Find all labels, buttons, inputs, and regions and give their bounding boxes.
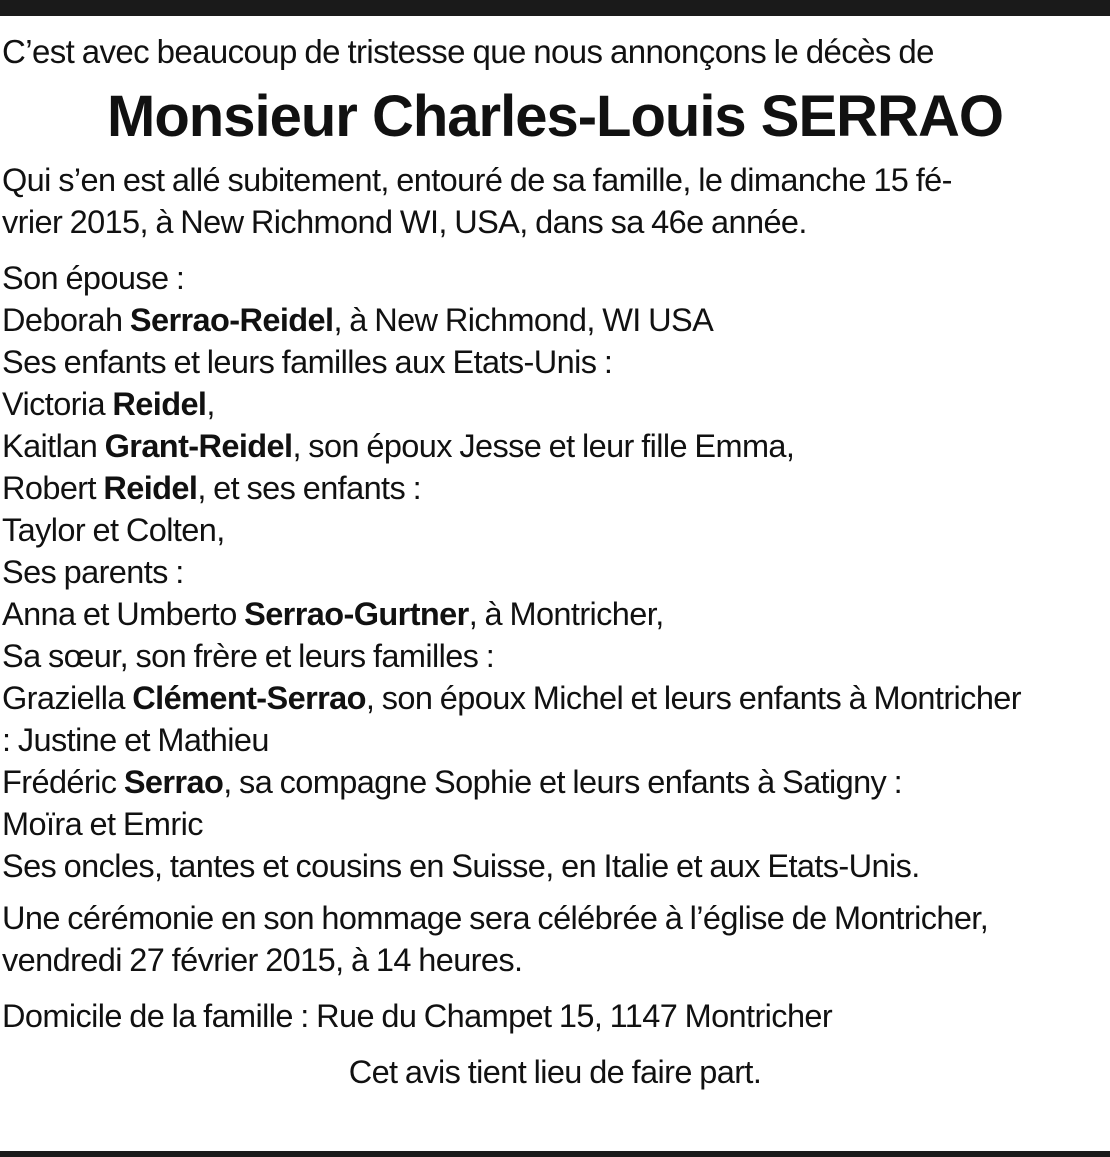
extended-family-entry: Ses oncles, tantes et cousins en Suisse, en Italie et aux Etats-Unis. [2,848,920,884]
child-detail: , son époux Jesse et leur fille Emma, [292,428,795,464]
child-last-name: Grant-Reidel [104,428,293,464]
child-first-name: Kaitlan [2,428,105,464]
child-entry-2 [2,425,1108,467]
child-first-name: Robert [2,470,104,506]
grandchildren-entry: Taylor et Colten, [2,512,225,548]
sister-children-entry: : Justine et Mathieu [2,722,269,758]
death-notice [2,30,1108,1093]
parents-heading: Ses parents : [2,554,184,590]
ceremony-line-2: vendredi 27 février 2015, à 14 heures. [2,942,523,978]
child-last-name: Reidel [103,470,198,506]
parents-last-name: Serrao-Gurtner [244,596,469,632]
death-line-2: vrier 2015, à New Richmond WI, USA, dans sa 46e année. [2,204,807,240]
bottom-rule [0,1151,1110,1157]
sister-detail: , son époux Michel et leurs enfants à Montricher [365,680,1021,716]
ceremony-paragraph [2,897,1108,981]
death-paragraph [2,159,1108,243]
spouse-first-name: Deborah [2,302,130,338]
brother-detail: , sa compagne Sophie et leurs enfants à Satigny : [223,764,903,800]
parents-detail: , à Montricher, [468,596,664,632]
top-rule [0,0,1110,16]
family-list [2,257,1108,887]
brother-last-name: Serrao [123,764,224,800]
parents-first-names: Anna et Umberto [2,596,245,632]
spouse-last-name: Serrao-Reidel [129,302,334,338]
spouse-entry [2,299,1108,341]
closing-line: Cet avis tient lieu de faire part. [348,1054,762,1090]
sister-last-name: Clément-Serrao [132,680,366,716]
deceased-name: Monsieur Charles-Louis SERRAO [107,84,1003,149]
intro-text: C’est avec beaucoup de tristesse que nous annonçons le décès de [2,33,934,70]
spouse-heading: Son épouse : [2,260,185,296]
siblings-heading: Sa sœur, son frère et leurs familles : [2,638,495,674]
domicile-line: Domicile de la famille : Rue du Champet 15, 1147 Montricher [2,998,833,1034]
brother-first-name: Frédéric [2,764,124,800]
child-detail: , et ses enfants : [197,470,421,506]
brother-entry [2,761,1108,803]
child-first-name: Victoria [2,386,113,422]
spouse-detail: , à New Richmond, WI USA [333,302,714,338]
parents-entry [2,593,1108,635]
child-detail: , [206,386,215,422]
child-entry-3 [2,467,1108,509]
ceremony-line-1: Une cérémonie en son hommage sera célébrée à l’église de Montricher, [2,900,989,936]
sister-first-name: Graziella [2,680,133,716]
child-entry-1 [2,383,1108,425]
sister-entry [2,677,1108,719]
domicile-paragraph [2,995,1108,1037]
death-line-1: Qui s’en est allé subitement, entouré de sa famille, le dimanche 15 fé- [2,162,952,198]
child-last-name: Reidel [112,386,207,422]
brother-children-entry: Moïra et Emric [2,806,203,842]
children-heading: Ses enfants et leurs familles aux Etats-Unis : [2,344,613,380]
